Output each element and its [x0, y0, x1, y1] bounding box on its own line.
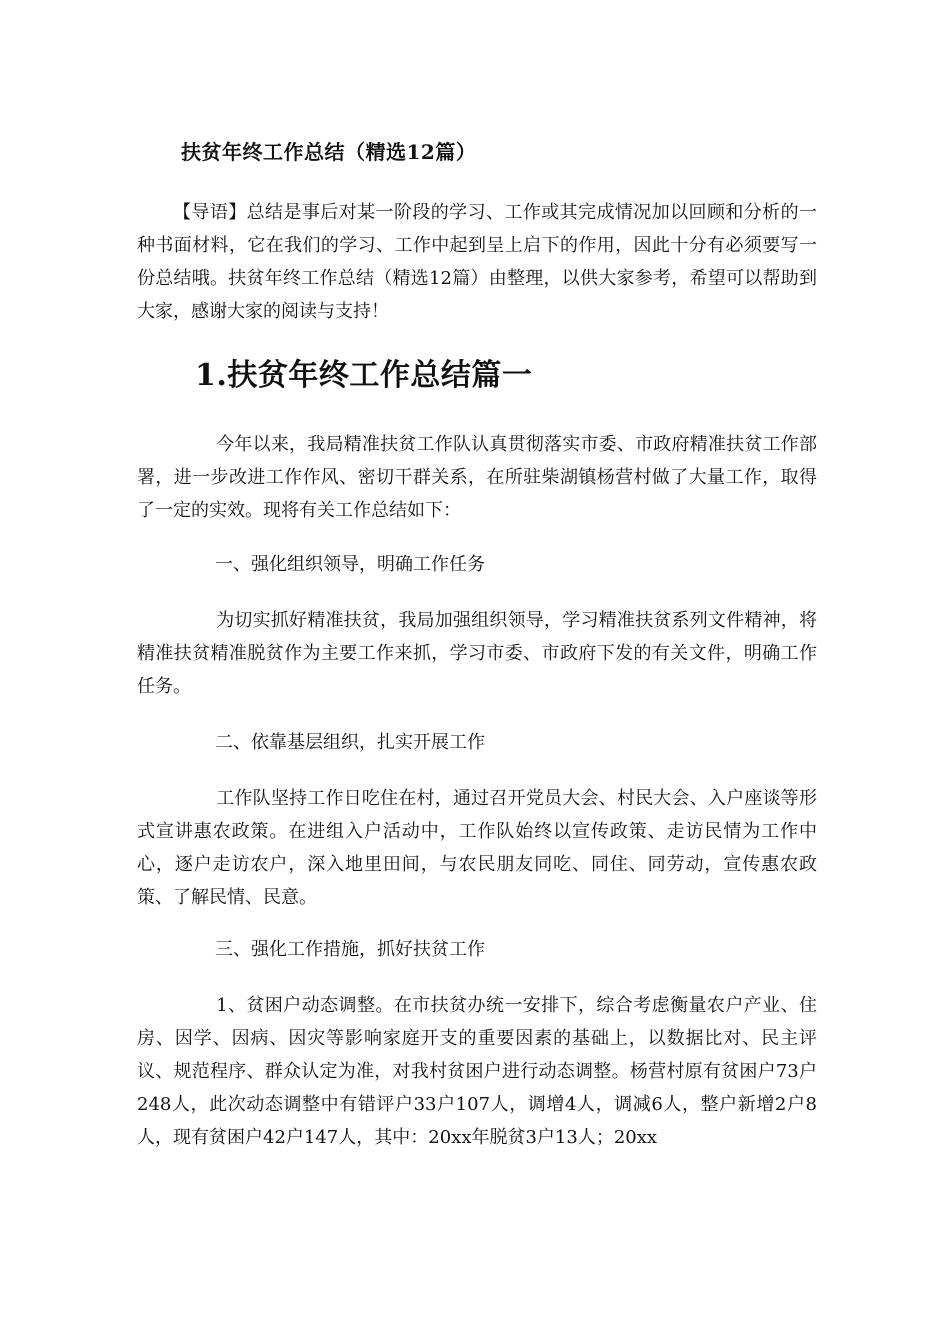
section-heading: 1.扶贫年终工作总结篇一 — [195, 358, 533, 393]
document-title: 扶贫年终工作总结（精选12篇） — [181, 140, 477, 164]
subheading-1: 一、强化组织领导，明确工作任务 — [215, 554, 485, 575]
body-paragraph-1: 今年以来，我局精准扶贫工作队认真贯彻落实市委、市政府精准扶贫工作部署，进一步改进工作作风、密切干群关系，在所驻柴湖镇杨营村做了大量工作，取得了一定的实效。现将有关工作总结如下： — [137, 434, 817, 521]
subheading-3: 三、强化工作措施，抓好扶贫工作 — [215, 939, 485, 960]
body-paragraph-2: 为切实抓好精准扶贫，我局加强组织领导，学习精准扶贫系列文件精神，将精准扶贫精准脱贫作为主要工作来抓，学习市委、市政府下发的有关文件，明确工作任务。 — [137, 610, 817, 697]
body-paragraph-4: 1、贫困户动态调整。在市扶贫办统一安排下，综合考虑衡量农户产业、住房、因学、因病、因灾等影响家庭开支的重要因素的基础上，以数据比对、民主评议、规范程序、群众认定为准，对我村贫困户进行动态调整。杨营村原有贫困户73户248人，此次动态调整中有错评户33户107人，调增4人，调减6人，整户新增2户8人，现有贫困户42户147人，其中：20xx年脱贫3户13人；20xx — [137, 995, 817, 1148]
subheading-2: 二、依靠基层组织，扎实开展工作 — [215, 732, 485, 753]
intro-paragraph: 【导语】总结是事后对某一阶段的学习、工作或其完成情况加以回顾和分析的一种书面材料，它在我们的学习、工作中起到呈上启下的作用，因此十分有必须要写一份总结哦。扶贫年终工作总结（精选12篇）由整理，以供大家参考，希望可以帮助到大家，感谢大家的阅读与支持！ — [137, 202, 817, 322]
body-paragraph-3: 工作队坚持工作日吃住在村，通过召开党员大会、村民大会、入户座谈等形式宣讲惠农政策。在进组入户活动中，工作队始终以宣传政策、走访民情为工作中心，逐户走访农户，深入地里田间，与农民朋友同吃、同住、同劳动，宣传惠农政策、了解民情、民意。 — [137, 788, 817, 908]
